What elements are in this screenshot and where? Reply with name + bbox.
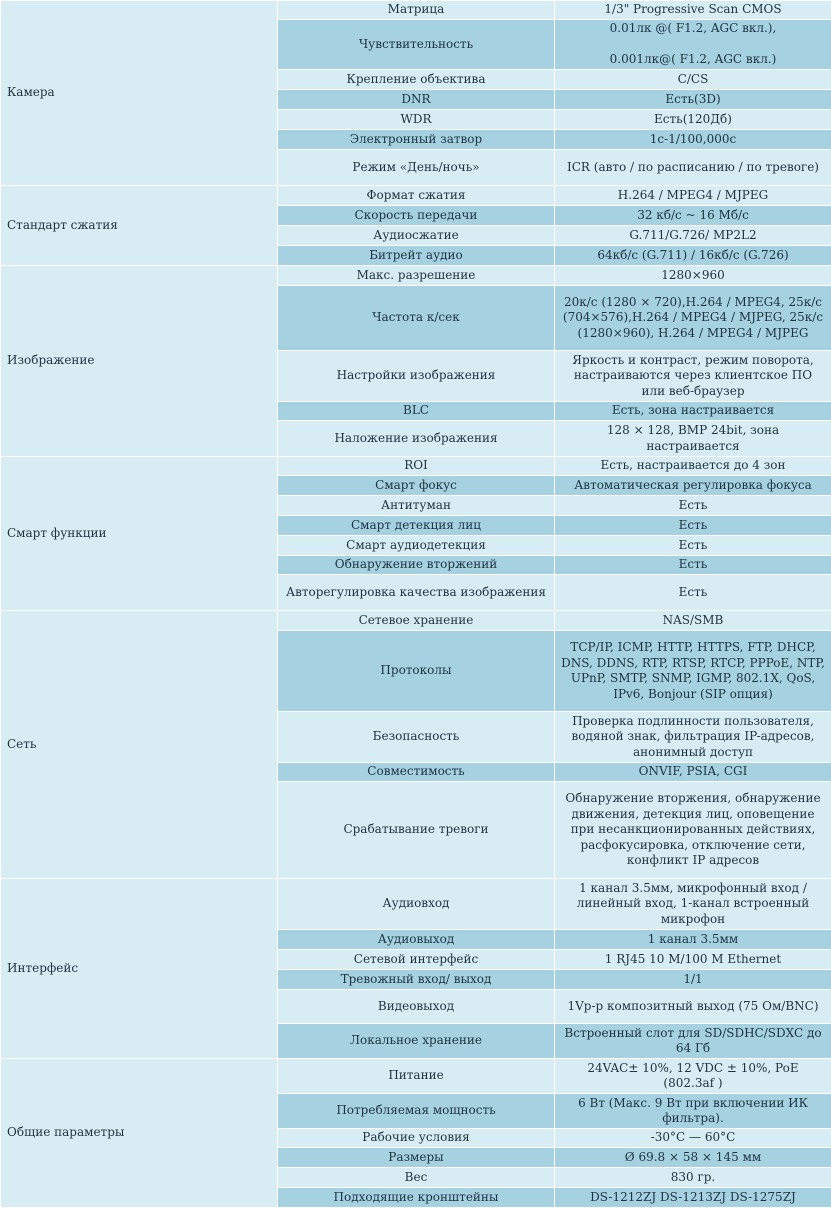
param-name: Размеры: [278, 1148, 555, 1168]
param-name: Режим «День/ночь»: [278, 150, 555, 186]
param-name: ROI: [278, 457, 555, 476]
group-label: Камера: [1, 1, 278, 186]
spec-table-body: [1, 1, 831, 1208]
param-value: 20к/с (1280 × 720),H.264 / MPEG4, 25к/с (704×576),H.264 / MPEG4 / MJPEG, 25к/с (1280×960), H.264 / MPEG4 / MJPEG: [555, 286, 831, 351]
param-name: Антитуман: [278, 496, 555, 516]
group-label: Общие параметры: [1, 1059, 278, 1208]
param-value: ICR (авто / по расписанию / по тревоге): [555, 150, 831, 186]
param-name: DNR: [278, 90, 555, 110]
group-label: Стандарт сжатия: [1, 186, 278, 266]
param-value: 6 Вт (Макс. 9 Вт при включении ИК фильтра).: [555, 1094, 831, 1129]
param-name: Чувствительность: [278, 20, 555, 70]
param-name: Обнаружение вторжений: [278, 556, 555, 575]
param-value: Проверка подлинности пользователя, водяной знак, фильтрация IP-адресов, анонимный доступ: [555, 712, 831, 763]
param-name: Совместимость: [278, 763, 555, 782]
spec-row: [1, 1059, 831, 1094]
param-name: BLC: [278, 402, 555, 421]
param-name: Протоколы: [278, 631, 555, 712]
param-name: Потребляемая мощность: [278, 1094, 555, 1129]
param-name: Электронный затвор: [278, 130, 555, 150]
param-name: Вес: [278, 1168, 555, 1188]
param-name: Крепление объектива: [278, 70, 555, 90]
param-value: 1/3" Progressive Scan CMOS: [555, 1, 831, 20]
param-value: TCP/IP, ICMP, HTTP, HTTPS, FTP, DHCP, DNS, DDNS, RTP, RTSP, RTCP, PPPoE, NTP, UPnP, SMTP, SNMP, IGMP, 802.1X, QoS, IPv6, Bonjour (SIP опция): [555, 631, 831, 712]
param-name: Битрейт аудио: [278, 246, 555, 266]
param-name: Аудиовыход: [278, 930, 555, 950]
param-name: WDR: [278, 110, 555, 130]
spec-row: [1, 186, 831, 206]
param-value: Есть(120Дб): [555, 110, 831, 130]
param-name: Макс. разрешение: [278, 266, 555, 286]
param-name: Настройки изображения: [278, 351, 555, 402]
param-value: Есть: [555, 496, 831, 516]
param-value: 1 канал 3.5мм, микрофонный вход / линейный вход, 1-канал встроенный микрофон: [555, 879, 831, 930]
param-name: Смарт фокус: [278, 476, 555, 496]
param-value: Есть: [555, 516, 831, 536]
param-value: Есть, зона настраивается: [555, 402, 831, 421]
param-name: Авторегулировка качества изображения: [278, 575, 555, 611]
param-name: Смарт аудиодетекция: [278, 536, 555, 556]
param-value: Есть: [555, 575, 831, 611]
param-value: ONVIF, PSIA, CGI: [555, 763, 831, 782]
param-value: -30°C — 60°C: [555, 1129, 831, 1148]
param-value: 32 кб/с ~ 16 Мб/с: [555, 206, 831, 226]
param-value: Яркость и контраст, режим поворота, настраиваются через клиентское ПО или веб-браузер: [555, 351, 831, 402]
group-label: Изображение: [1, 266, 278, 457]
param-value: 24VAC± 10%, 12 VDC ± 10%, PoE (802.3af ): [555, 1059, 831, 1094]
param-value: Ø 69.8 × 58 × 145 мм: [555, 1148, 831, 1168]
param-name: Аудиовход: [278, 879, 555, 930]
param-name: Наложение изображения: [278, 421, 555, 457]
param-name: Подходящие кронштейны: [278, 1188, 555, 1208]
param-value: 64кб/с (G.711) / 16кб/с (G.726): [555, 246, 831, 266]
param-value: 0.01лк @( F1.2, AGC вкл.), 0.001лк@( F1.2, AGC вкл.): [555, 20, 831, 70]
param-value: Автоматическая регулировка фокуса: [555, 476, 831, 496]
param-name: Безопасность: [278, 712, 555, 763]
param-value: NAS/SMB: [555, 611, 831, 631]
param-name: Матрица: [278, 1, 555, 20]
param-value: 1Vp-p композитный выход (75 Ом/BNC): [555, 990, 831, 1024]
param-value: H.264 / MPEG4 / MJPEG: [555, 186, 831, 206]
param-value: Есть: [555, 536, 831, 556]
param-name: Видеовыход: [278, 990, 555, 1024]
spec-row: [1, 457, 831, 476]
param-value: Есть(3D): [555, 90, 831, 110]
param-value: G.711/G.726/ MP2L2: [555, 226, 831, 246]
param-value: Есть: [555, 556, 831, 575]
param-name: Сетевое хранение: [278, 611, 555, 631]
group-label: Сеть: [1, 611, 278, 879]
spec-row: [1, 611, 831, 631]
param-name: Срабатывание тревоги: [278, 782, 555, 879]
param-value: 830 гр.: [555, 1168, 831, 1188]
param-name: Аудиосжатие: [278, 226, 555, 246]
param-value: 1 RJ45 10 M/100 M Ethernet: [555, 950, 831, 970]
param-value: 128 × 128, BMP 24bit, зона настраивается: [555, 421, 831, 457]
group-label: Интерфейс: [1, 879, 278, 1059]
param-value: Встроенный слот для SD/SDHC/SDXC до 64 Гб: [555, 1024, 831, 1059]
param-value: Обнаружение вторжения, обнаружение движения, детекция лиц, оповещение при несанкционированных действиях, расфокусировка, отключение сети, конфликт IP адресов: [555, 782, 831, 879]
spec-row: [1, 266, 831, 286]
param-name: Формат сжатия: [278, 186, 555, 206]
param-value: DS-1212ZJ DS-1213ZJ DS-1275ZJ: [555, 1188, 831, 1208]
param-name: Сетевой интерфейс: [278, 950, 555, 970]
param-value: 1/1: [555, 970, 831, 990]
param-name: Тревожный вход/ выход: [278, 970, 555, 990]
spec-row: [1, 1, 831, 20]
param-name: Смарт детекция лиц: [278, 516, 555, 536]
param-name: Скорость передачи: [278, 206, 555, 226]
param-name: Питание: [278, 1059, 555, 1094]
param-name: Локальное хранение: [278, 1024, 555, 1059]
param-value: 1280×960: [555, 266, 831, 286]
spec-row: [1, 879, 831, 930]
group-label: Смарт функции: [1, 457, 278, 611]
param-value: 1с-1/100,000с: [555, 130, 831, 150]
param-name: Рабочие условия: [278, 1129, 555, 1148]
param-value: 1 канал 3.5мм: [555, 930, 831, 950]
param-value: C/CS: [555, 70, 831, 90]
param-name: Частота к/сек: [278, 286, 555, 351]
param-value: Есть, настраивается до 4 зон: [555, 457, 831, 476]
